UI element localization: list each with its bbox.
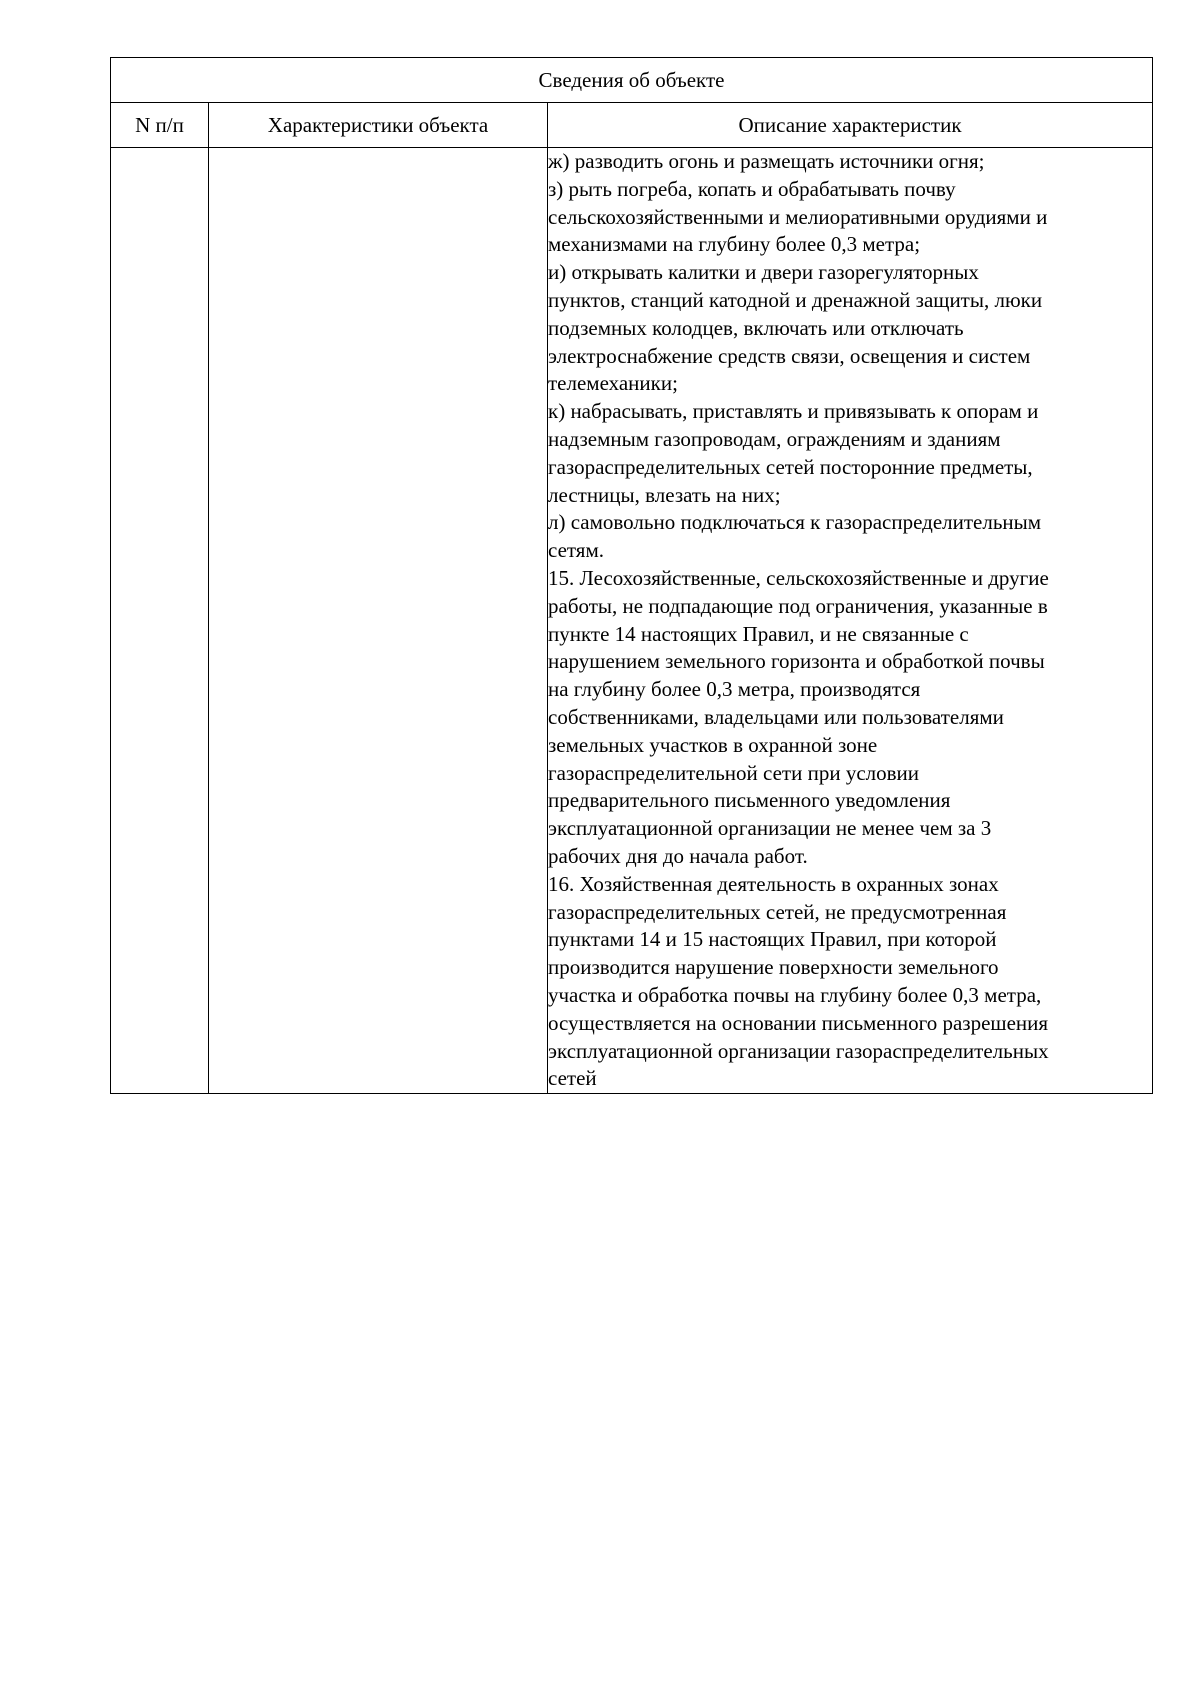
row-number-cell: [111, 148, 209, 1094]
description-line: на глубину более 0,3 метра, производятся: [548, 677, 921, 702]
description-line: участка и обработка почвы на глубину более 0,3 метра,: [548, 982, 1042, 1007]
description-line: пунктов, станций катодной и дренажной защиты, люки: [548, 287, 1043, 312]
description-text: [548, 148, 1152, 1093]
header-characteristics: Характеристики объекта: [209, 103, 548, 148]
description-line: пункте 14 настоящих Правил, и не связанные с: [548, 621, 969, 646]
description-line: работы, не подпадающие под ограничения, указанные в: [548, 593, 1048, 618]
table-title-row: [111, 58, 1153, 103]
description-line: и) открывать калитки и двери газорегуляторных: [548, 260, 979, 285]
description-line: 16. Хозяйственная деятельность в охранных зонах: [548, 871, 999, 896]
description-line: собственниками, владельцами или пользователями: [548, 704, 1004, 729]
object-info-table: [110, 57, 1153, 1094]
description-line: 15. Лесохозяйственные, сельскохозяйственные и другие: [548, 565, 1049, 590]
description-line: газораспределительных сетей, не предусмотренная: [548, 899, 1007, 924]
description-line: эксплуатационной организации газораспределительных: [548, 1038, 1049, 1063]
row-characteristic-cell: [209, 148, 548, 1094]
description-line: телемеханики;: [548, 371, 678, 396]
table-header-row: [111, 103, 1153, 148]
header-number: N п/п: [111, 103, 209, 148]
description-line: лестницы, влезать на них;: [548, 482, 781, 507]
description-line: подземных колодцев, включать или отключать: [548, 315, 964, 340]
description-line: з) рыть погреба, копать и обрабатывать почву: [548, 176, 956, 201]
description-line: нарушением земельного горизонта и обработкой почвы: [548, 649, 1045, 674]
description-line: газораспределительной сети при условии: [548, 760, 920, 785]
description-line: земельных участков в охранной зоне: [548, 732, 878, 757]
table-row: [111, 148, 1153, 1094]
description-line: к) набрасывать, приставлять и привязывать к опорам и: [548, 399, 1039, 424]
description-line: сетей: [548, 1066, 597, 1091]
row-description-cell: [548, 148, 1153, 1094]
description-line: эксплуатационной организации не менее чем за 3: [548, 816, 992, 841]
description-line: предварительного письменного уведомления: [548, 788, 951, 813]
description-line: сельскохозяйственными и мелиоративными орудиями и: [548, 204, 1048, 229]
description-line: ж) разводить огонь и размещать источники огня;: [548, 149, 985, 173]
description-line: производится нарушение поверхности земельного: [548, 955, 999, 980]
description-line: осуществляется на основании письменного разрешения: [548, 1010, 1049, 1035]
description-line: сетям.: [548, 538, 604, 563]
description-line: механизмами на глубину более 0,3 метра;: [548, 232, 921, 257]
header-description: Описание характеристик: [548, 103, 1153, 148]
description-line: пунктами 14 и 15 настоящих Правил, при которой: [548, 927, 997, 952]
description-line: газораспределительных сетей посторонние предметы,: [548, 454, 1033, 479]
description-line: рабочих дня до начала работ.: [548, 843, 808, 868]
description-line: надземным газопроводам, ограждениям и зданиям: [548, 426, 1001, 451]
description-line: электроснабжение средств связи, освещения и систем: [548, 343, 1031, 368]
table-title: Сведения об объекте: [111, 58, 1153, 103]
description-line: л) самовольно подключаться к газораспределительным: [548, 510, 1042, 535]
